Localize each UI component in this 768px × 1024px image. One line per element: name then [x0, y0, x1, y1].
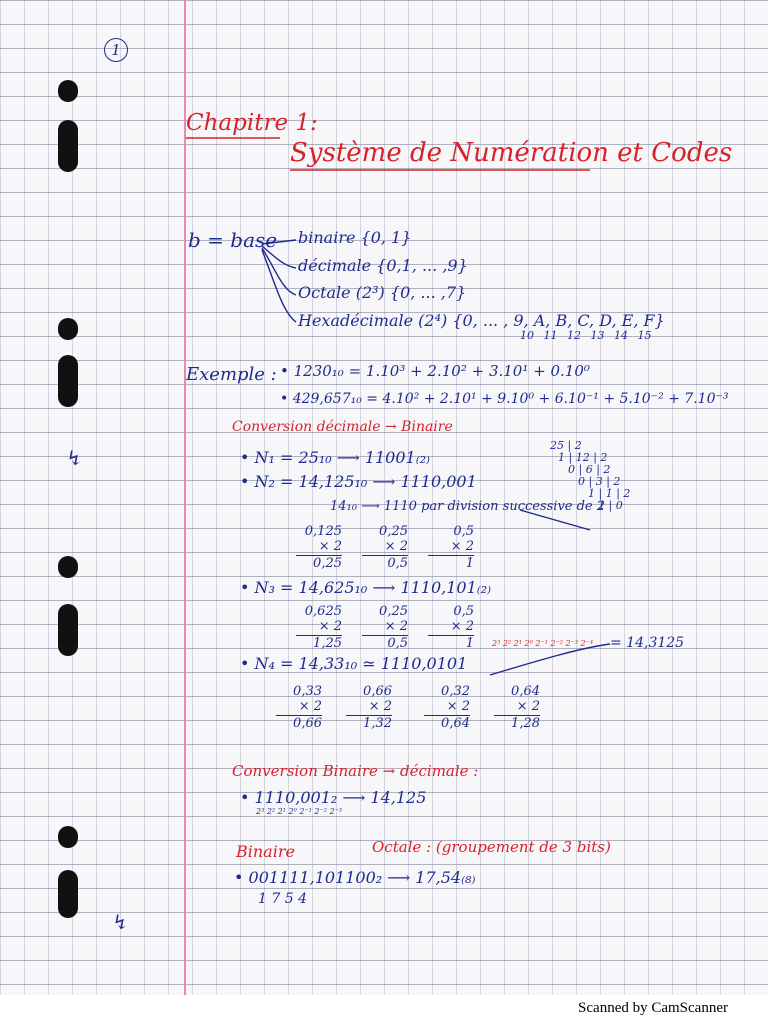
n2-line: • N₂ = 14,125₁₀ ⟶ 1110,001	[240, 472, 477, 491]
exemple-line-1: • 1230₁₀ = 1.10³ + 2.10² + 3.10¹ + 0.10⁰	[280, 362, 590, 380]
n3-frac-3: 0,5 × 2 1	[428, 604, 474, 651]
scanner-watermark: Scanned by CamScanner	[578, 1000, 728, 1016]
hex-values: 10 11 12 13 14 15	[520, 329, 652, 342]
binder-hole	[58, 80, 78, 102]
n2-note: 14₁₀ ⟶ 1110 par division successive de 2	[330, 499, 606, 514]
n4-line: • N₄ = 14,33₁₀ ≃ 1110,0101	[240, 654, 468, 673]
n4-frac-3: 0,32 × 2 0,64	[424, 684, 470, 731]
margin-line	[184, 0, 186, 995]
binder-hole	[58, 355, 78, 407]
n4-frac-4: 0,64 × 2 1,28	[494, 684, 540, 731]
conv2-line: • 1110,001₂ ⟶ 14,125	[240, 788, 427, 807]
conv2-heading: Conversion Binaire → décimale :	[232, 762, 479, 780]
margin-mark: ↯	[112, 910, 129, 934]
base-decimal: décimale {0,1, ... ,9}	[298, 256, 468, 275]
n2-frac-2: 0,25 × 2 0,5	[362, 524, 408, 571]
n4-frac-1: 0,33 × 2 0,66	[276, 684, 322, 731]
page-title: Système de Numération et Codes	[290, 138, 733, 168]
exemple-label: Exemple :	[186, 364, 277, 385]
n3-frac-2: 0,25 × 2 0,5	[362, 604, 408, 651]
chapter-label: Chapitre 1:	[186, 110, 318, 136]
binder-hole	[58, 556, 78, 578]
conv3-heading-left: Binaire	[236, 842, 295, 861]
n4-frac-2: 0,66 × 2 1,32	[346, 684, 392, 731]
n1-line: • N₁ = 25₁₀ ⟶ 11001₍₂₎	[240, 448, 430, 467]
binder-hole	[58, 318, 78, 340]
base-hex: Hexadécimale (2⁴) {0, ... , 9, A, B, C, D, E, F}	[298, 311, 665, 330]
conv3-digits: 1 7 5 4	[258, 891, 307, 907]
conv3-line: • 001111,101100₂ ⟶ 17,54₍₈₎	[234, 868, 476, 887]
page-number: 1	[104, 38, 128, 62]
base-binary: binaire {0, 1}	[298, 228, 412, 247]
conv2-powers: 2³ 2² 2¹ 2⁰ 2⁻¹ 2⁻² 2⁻³	[256, 807, 343, 816]
conv3-heading-right: Octale : (groupement de 3 bits)	[372, 838, 611, 856]
n2-frac-3: 0,5 × 2 1	[428, 524, 474, 571]
conv1-heading: Conversion décimale → Binaire	[232, 419, 453, 435]
n4-powers: 2³ 2² 2¹ 2⁰ 2⁻¹ 2⁻² 2⁻³ 2⁻⁴	[492, 639, 594, 648]
margin-mark: ↯	[66, 446, 83, 470]
n2-frac-1: 0,125 × 2 0,25	[296, 524, 342, 571]
notebook-page: 1 Chapitre 1: Système de Numération et Codes b = base binaire {0, 1} décimale {0,1, ... ,9} Octale (2³) {0, ... ,7} Hexadécimale (2⁴) {0, ... , 9, A, B, C, D, E, F} 10 11 12 13 14 15 Exemple : • 1230₁₀ = 1.10³ + 2.10² + 3.10¹ + 0.10⁰ • 429,657₁₀ = 4.10² + 2.10¹ + 9.10⁰ + 6.10⁻¹ + 5.10⁻² + 7.10⁻³ Conversion décimale → Binaire • N₁ = 25₁₀ ⟶ 11001₍₂₎ 25 | 2 1 | 12 | 2 0 | 6 | 2 0 | 3 | 2 1 | 1 | 2 1 | 0 • N₂ = 14,125₁₀ ⟶ 1110,001 14₁₀ ⟶ 1110 par division successive de 2 0,125 × 2 0,25 0,25 × 2 0,5 0,5 × 2 1 • N₃ = 14,625₁₀ ⟶ 1110,101₍₂₎ 0,625 × 2 1,25 0,25 × 2 0,5 0,5 × 2 1 2³ 2² 2¹ 2⁰ 2⁻¹ 2⁻² 2⁻³ 2⁻⁴ • N₄ = 14,33₁₀ ≃ 1110,0101 = 14,3125 0,33 × 2 0,66 0,66 × 2 1,32 0,32 × 2 0,64 0,64 × 2 1,28 Conversion Binaire → décimale : • 1110,001₂ ⟶ 14,125 2³ 2² 2¹ 2⁰ 2⁻¹ 2⁻² 2⁻³ Binaire Octale : (groupement de 3 bits) • 001111,101100₂ ⟶ 17,54₍₈₎ 1 7 5 4 ↯ ↯	[0, 0, 768, 995]
binder-hole	[58, 604, 78, 656]
binder-hole	[58, 870, 78, 918]
n3-line: • N₃ = 14,625₁₀ ⟶ 1110,101₍₂₎	[240, 578, 492, 597]
exemple-line-2: • 429,657₁₀ = 4.10² + 2.10¹ + 9.10⁰ + 6.10⁻¹ + 5.10⁻² + 7.10⁻³	[280, 391, 729, 407]
n4-result: = 14,3125	[610, 635, 685, 651]
base-definition: b = base	[188, 228, 278, 252]
binder-hole	[58, 826, 78, 848]
binder-hole	[58, 120, 78, 172]
n3-frac-1: 0,625 × 2 1,25	[296, 604, 342, 651]
base-octal: Octale (2³) {0, ... ,7}	[298, 283, 467, 302]
